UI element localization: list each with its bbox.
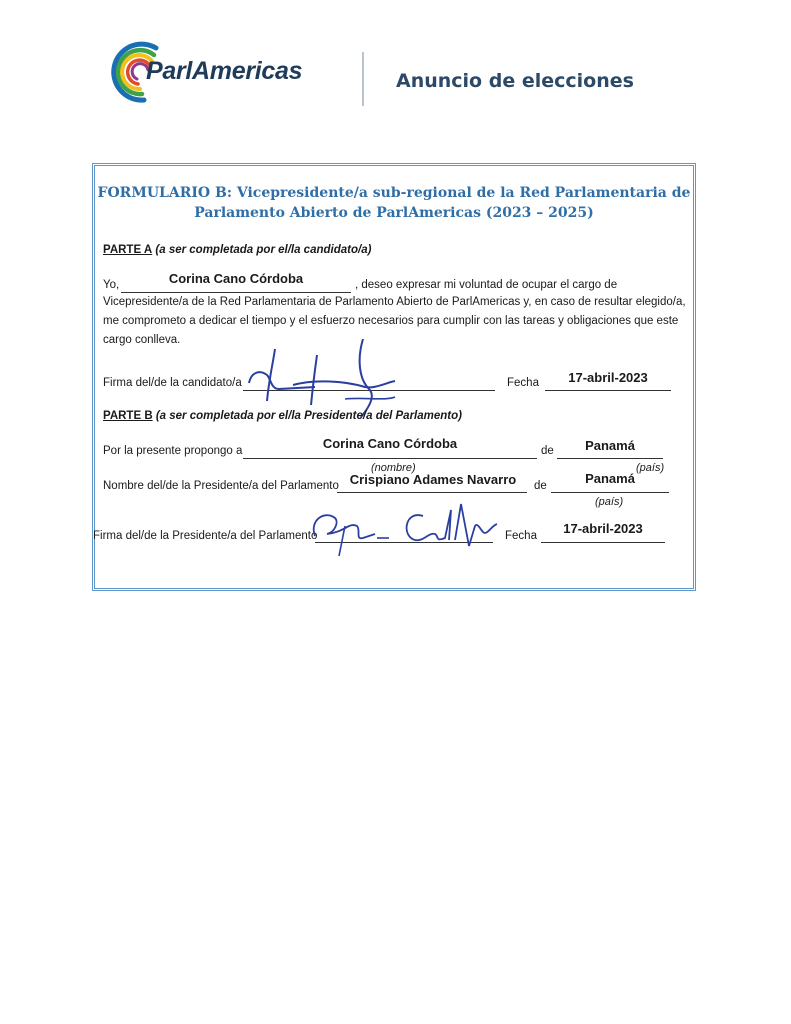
country-2-field[interactable]: Panamá xyxy=(585,471,635,486)
statement-start: , deseo expresar mi voluntad de ocupar el cargo de xyxy=(355,279,618,291)
candidate-date-label: Fecha xyxy=(507,377,539,389)
president-date-field[interactable]: 17-abril-2023 xyxy=(563,521,643,536)
president-signature-icon xyxy=(305,496,501,558)
president-date-line xyxy=(541,542,665,543)
part-a-note: (a ser completada por el/la candidato/a) xyxy=(155,244,372,256)
country-1-line xyxy=(557,458,663,459)
proposed-name-line xyxy=(243,458,537,459)
propose-label: Por la presente propongo a xyxy=(103,445,243,457)
form-title xyxy=(95,183,693,223)
form-title-line-2: Parlamento Abierto de ParlAmericas (2023 – 2025) xyxy=(194,205,594,221)
president-name-line xyxy=(337,492,527,493)
de-label-2: de xyxy=(534,480,547,492)
president-label: Nombre del/de la Presidente/a del Parlamento xyxy=(103,480,339,492)
statement-text: Vicepresidente/a de la Red Parlamentaria de Parlamento Abierto de ParlAmericas y, en caso de resultar elegido/a, me comprometo a dedicar el tiempo y el esfuerzo necesarios para cumplir con las tareas y obligaciones que este cargo conlleva. xyxy=(103,296,686,346)
country-1-field[interactable]: Panamá xyxy=(585,438,635,453)
de-label-1: de xyxy=(541,445,554,457)
part-b-heading: PARTE B xyxy=(103,410,153,422)
candidate-name-field[interactable]: Corina Cano Córdoba xyxy=(168,271,304,286)
form-box xyxy=(92,163,696,591)
part-b-heading-row xyxy=(103,410,462,422)
form-title-line-1: FORMULARIO B: Vicepresidente/a sub-regional de la Red Parlamentaria de xyxy=(97,185,691,201)
candidate-date-line xyxy=(545,390,671,391)
candidate-date-field[interactable]: 17-abril-2023 xyxy=(568,370,648,385)
proposed-name-field[interactable]: Corina Cano Córdoba xyxy=(322,436,458,451)
header-divider xyxy=(362,52,364,106)
part-a-heading: PARTE A xyxy=(103,244,153,256)
nombre-note: (nombre) xyxy=(371,462,416,474)
president-signature-label: Firma del/de la Presidente/a del Parlamento xyxy=(93,530,318,542)
yo-label: Yo, xyxy=(103,279,120,291)
pais-note-1: (país) xyxy=(636,462,665,474)
part-b-note: (a ser completada por el/la Presidente/a del Parlamento) xyxy=(155,410,462,422)
page-title: Anuncio de elecciones xyxy=(396,70,634,92)
page-header xyxy=(0,0,791,130)
country-2-line xyxy=(551,492,669,493)
part-a-heading-row xyxy=(103,244,371,256)
president-name-field[interactable]: Crispiano Adames Navarro xyxy=(349,472,517,487)
pais-note-2: (país) xyxy=(595,496,624,508)
candidate-signature-label: Firma del/de la candidato/a xyxy=(103,377,242,389)
president-date-label: Fecha xyxy=(505,530,537,542)
logo-text: ParlAmericas xyxy=(146,57,303,85)
